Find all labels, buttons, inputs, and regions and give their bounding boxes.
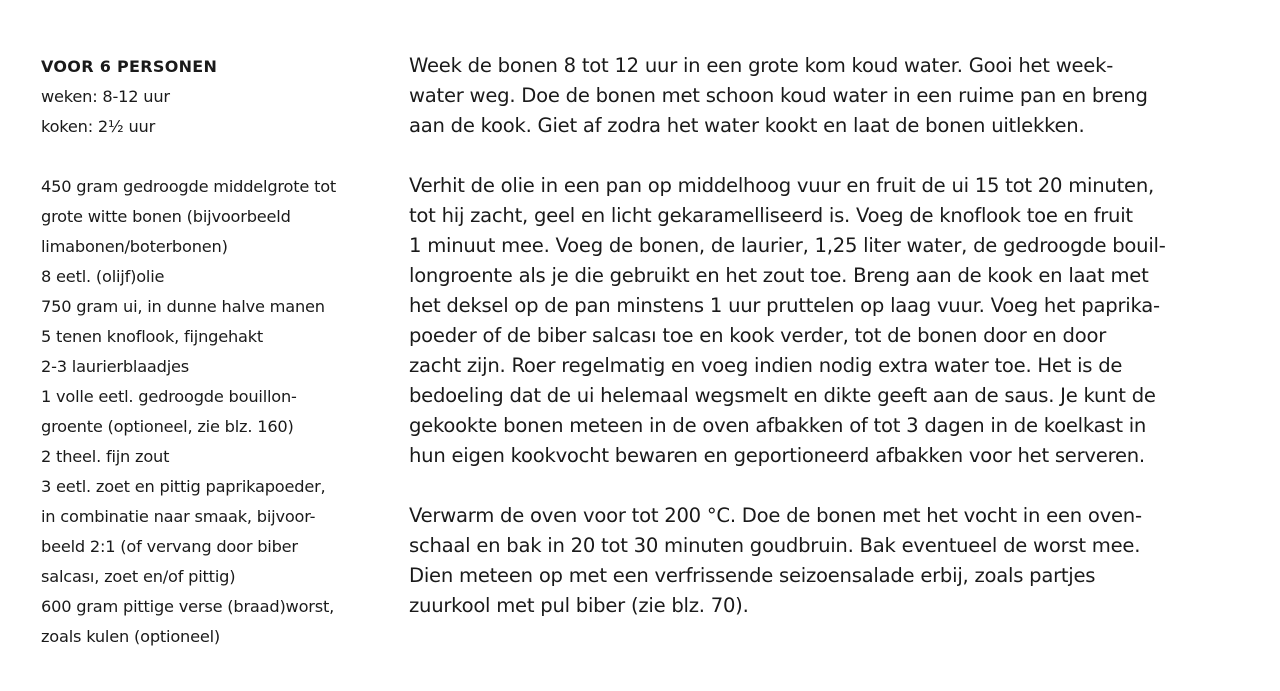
ingredient-item <box>41 262 381 292</box>
method-line: 1 minuut mee. Voeg de bonen, de laurier, 1,25 liter water, de gedroogde bouil- <box>409 234 1166 257</box>
ingredient-line: zoals kulen (optioneel) <box>41 627 221 646</box>
ingredient-line: in combinatie naar smaak, bijvoor- <box>41 507 316 526</box>
method-paragraph <box>409 51 1229 141</box>
paragraph-gap <box>409 471 1229 501</box>
paragraph-gap <box>409 141 1229 171</box>
method-line: hun eigen kookvocht bewaren en geportioneerd afbakken voor het serveren. <box>409 444 1145 467</box>
ingredient-line: 5 tenen knoflook, fijngehakt <box>41 327 264 346</box>
ingredient-list <box>41 172 381 652</box>
ingredient-line: beeld 2:1 (of vervang door biber <box>41 537 298 556</box>
ingredient-item <box>41 442 381 472</box>
method-line: het deksel op de pan minstens 1 uur pruttelen op laag vuur. Voeg het paprika- <box>409 294 1160 317</box>
servings-heading: VOOR 6 PERSONEN <box>41 57 218 76</box>
method-line: tot hij zacht, geel en licht gekaramelliseerd is. Voeg de knoflook toe en fruit <box>409 204 1133 227</box>
method-line: Week de bonen 8 tot 12 uur in een grote kom koud water. Gooi het week- <box>409 54 1114 77</box>
ingredient-line: 3 eetl. zoet en pittig paprikapoeder, <box>41 477 326 496</box>
spacer <box>41 142 381 172</box>
ingredient-line: 2 theel. fijn zout <box>41 447 170 466</box>
ingredient-item <box>41 592 381 652</box>
method-line: gekookte bonen meteen in de oven afbakken of tot 3 dagen in de koelkast in <box>409 414 1147 437</box>
method-line: Dien meteen op met een verfrissende seizoensalade erbij, zoals partjes <box>409 564 1096 587</box>
method-text <box>409 51 1229 621</box>
method-paragraph <box>409 501 1229 621</box>
method-paragraph <box>409 171 1229 471</box>
ingredient-line: salcası, zoet en/of pittig) <box>41 567 236 586</box>
method-line: poeder of de biber salcası toe en kook verder, tot de bonen door en door <box>409 324 1106 347</box>
ingredient-line: groente (optioneel, zie blz. 160) <box>41 417 294 436</box>
method-line: schaal en bak in 20 tot 30 minuten goudbruin. Bak eventueel de worst mee. <box>409 534 1141 557</box>
ingredient-item <box>41 292 381 322</box>
method-line: water weg. Doe de bonen met schoon koud water in een ruime pan en breng <box>409 84 1148 107</box>
ingredient-line: 2-3 laurierblaadjes <box>41 357 190 376</box>
method-line: longroente als je die gebruikt en het zout toe. Breng aan de kook en laat met <box>409 264 1149 287</box>
ingredients-column <box>41 52 381 652</box>
ingredient-line: 750 gram ui, in dunne halve manen <box>41 297 325 316</box>
ingredient-line: 600 gram pittige verse (braad)worst, <box>41 597 335 616</box>
method-line: zuurkool met pul biber (zie blz. 70). <box>409 594 749 617</box>
method-line: zacht zijn. Roer regelmatig en voeg indien nodig extra water toe. Het is de <box>409 354 1123 377</box>
ingredient-item <box>41 382 381 442</box>
ingredient-item <box>41 172 381 262</box>
ingredient-item <box>41 352 381 382</box>
ingredient-line: 1 volle eetl. gedroogde bouillon- <box>41 387 297 406</box>
ingredient-line: 8 eetl. (olijf)olie <box>41 267 165 286</box>
method-line: aan de kook. Giet af zodra het water kookt en laat de bonen uitlekken. <box>409 114 1085 137</box>
method-line: Verwarm de oven voor tot 200 °C. Doe de bonen met het vocht in een oven- <box>409 504 1142 527</box>
soaking-time: weken: 8-12 uur <box>41 87 170 106</box>
method-line: bedoeling dat de ui helemaal wegsmelt en dikte geeft aan de saus. Je kunt de <box>409 384 1156 407</box>
ingredient-line: grote witte bonen (bijvoorbeeld <box>41 207 291 226</box>
ingredient-line: 450 gram gedroogde middelgrote tot <box>41 177 337 196</box>
method-column <box>409 51 1229 621</box>
cooking-time: koken: 2½ uur <box>41 117 156 136</box>
ingredient-line: limabonen/boterbonen) <box>41 237 228 256</box>
ingredient-item <box>41 472 381 592</box>
ingredient-item <box>41 322 381 352</box>
method-line: Verhit de olie in een pan op middelhoog vuur en fruit de ui 15 tot 20 minuten, <box>409 174 1154 197</box>
